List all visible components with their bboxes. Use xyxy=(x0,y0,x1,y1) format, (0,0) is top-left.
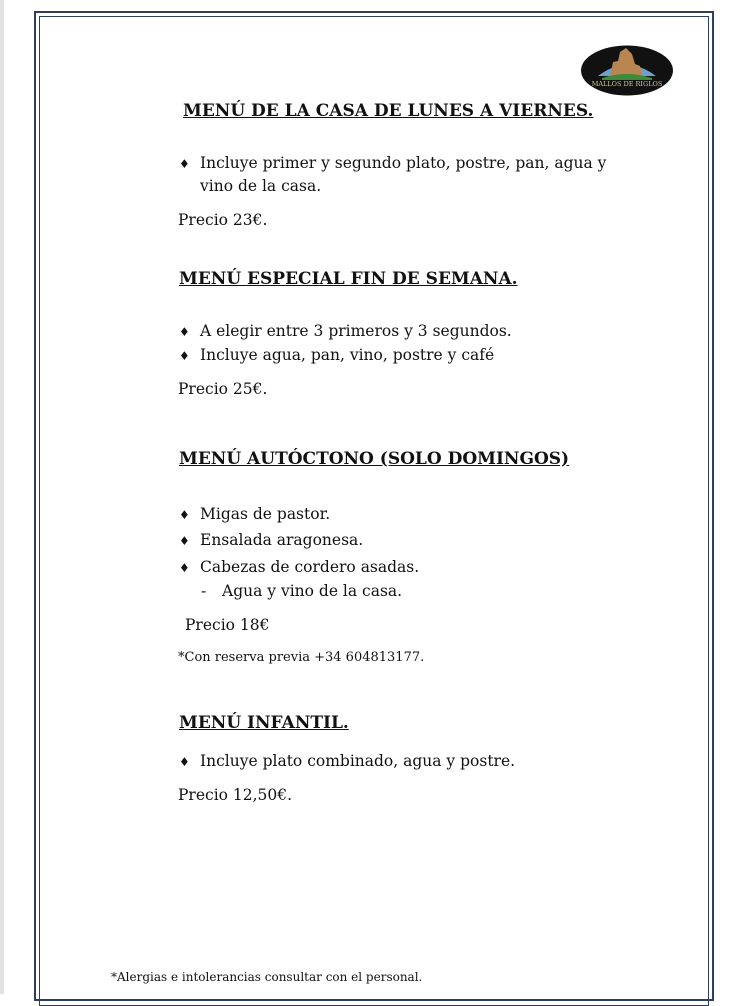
section-title-weekend: MENÚ ESPECIAL FIN DE SEMANA. xyxy=(179,269,518,289)
list-item: Incluye agua, pan, vino, postre y café xyxy=(200,346,495,364)
diamond-bullet-icon: ♦ xyxy=(179,561,190,575)
list-item: Cabezas de cordero asadas. xyxy=(200,558,420,576)
list-item: Incluye primer y segundo plato, postre, pan, agua y xyxy=(200,154,607,172)
mallos-de-riglos-logo xyxy=(580,44,674,97)
diamond-bullet-icon: ♦ xyxy=(179,534,190,548)
diamond-bullet-icon: ♦ xyxy=(179,157,190,171)
svg-text:MALLOS DE RIGLOS: MALLOS DE RIGLOS xyxy=(591,80,663,88)
reservation-note: *Con reserva previa +34 604813177. xyxy=(178,650,425,665)
list-item: Migas de pastor. xyxy=(200,505,331,523)
section-title-weekday: MENÚ DE LA CASA DE LUNES A VIERNES. xyxy=(183,101,594,121)
list-item: A elegir entre 3 primeros y 3 segundos. xyxy=(200,322,512,340)
diamond-bullet-icon: ♦ xyxy=(179,508,190,522)
list-item: Incluye plato combinado, agua y postre. xyxy=(200,752,516,770)
diamond-bullet-icon: ♦ xyxy=(179,325,190,339)
price: Precio 25€. xyxy=(178,380,268,398)
list-item: vino de la casa. xyxy=(200,177,322,195)
price: Precio 12,50€. xyxy=(178,786,293,804)
allergy-footer: *Alergias e intolerancias consultar con el personal. xyxy=(111,970,423,984)
price: Precio 23€. xyxy=(178,211,268,229)
sub-item: Agua y vino de la casa. xyxy=(222,582,403,600)
price: Precio 18€ xyxy=(185,616,270,634)
list-item: Ensalada aragonesa. xyxy=(200,531,364,549)
dash-bullet: - xyxy=(201,582,207,600)
diamond-bullet-icon: ♦ xyxy=(179,755,190,769)
section-title-autoctono: MENÚ AUTÓCTONO (SOLO DOMINGOS) xyxy=(179,449,570,469)
section-title-infantil: MENÚ INFANTIL. xyxy=(179,713,349,733)
page-edge xyxy=(0,0,4,994)
diamond-bullet-icon: ♦ xyxy=(179,349,190,363)
